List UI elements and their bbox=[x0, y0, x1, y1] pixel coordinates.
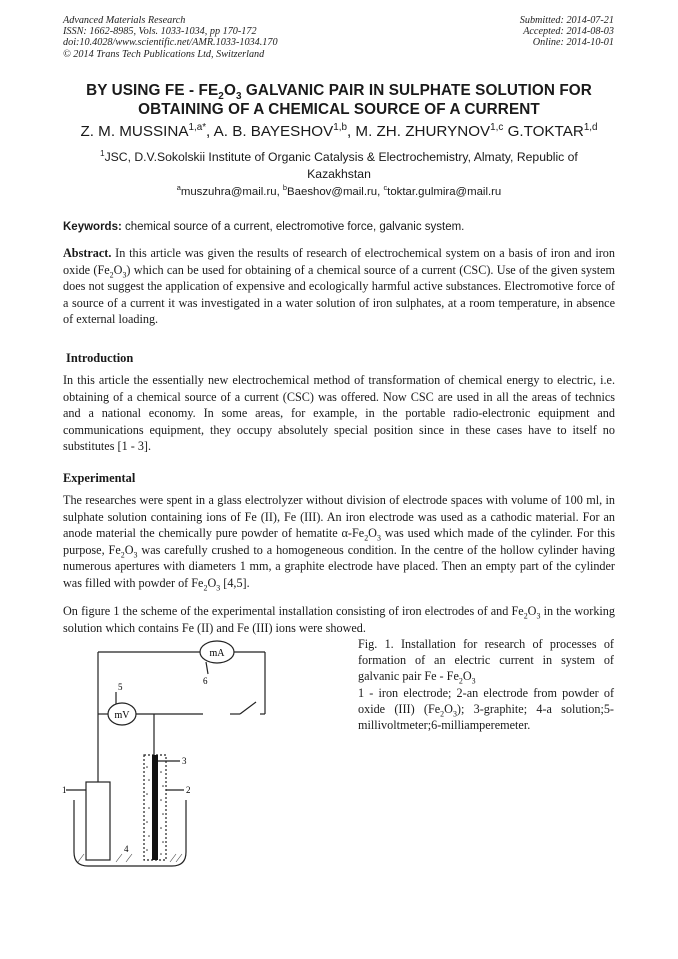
iron-electrode bbox=[86, 782, 110, 860]
experimental-text: The researches were spent in a glass electrolyzer without division of electrode spaces with volume of 100 ml, in sulphate solution containing ions of Fe (II), Fe (III). An iron electrode was used as a cathodic material. For an anode material the chemically pure powder of hematite $\alpha-Fe_2O_3$ was used which made of the cylinder. For this purpose, $Fe_2O_3$ was carefully crushed to a homogeneous condition. In the centre of the hollow cylinder having numerous apertures with diameters 1 mm, a graphite electrode have placed. Then an empty part of the cylinder was filled with powder of $Fe_2O_3$ [4,5]. bbox=[63, 493, 616, 593]
paper-title bbox=[40, 82, 638, 119]
accepted-date: Accepted: 2014-08-03 bbox=[523, 26, 614, 38]
caption-legend: 1 - iron electrode; 2-an electrode from powder of oxide (III) $(Fe_2O_3)$; 3-graphite; 4-a solution;5-millivoltmeter;6-milliamperemeter. bbox=[358, 685, 614, 733]
email[interactable]: $^b$Baeshov@mail.ru, bbox=[282, 183, 384, 198]
author: Z. M. $MUSSINA^{1,a*}$, bbox=[80, 121, 214, 140]
submitted-date: Submitted: 2014-07-21 bbox=[519, 15, 614, 26]
keywords-label: Keywords: bbox=[63, 221, 122, 233]
experimental-heading: Experimental bbox=[63, 471, 136, 485]
abstract-label: Abstract. bbox=[63, 246, 112, 260]
label-5: 5 bbox=[118, 682, 123, 692]
title-line-1: BY USING FE - $FE_2O_3$ GALVANIC PAIR IN SULPHATE SOLUTION FOR bbox=[86, 82, 592, 103]
leader-6 bbox=[206, 662, 208, 674]
author-list bbox=[40, 123, 638, 141]
switch-blade bbox=[240, 702, 256, 714]
mv-label: mV bbox=[114, 710, 130, 721]
copyright-line: © 2014 Trans Tech Publications Ltd, Switzerland bbox=[63, 48, 265, 60]
title-line-2: OBTAINING OF A CHEMICAL SOURCE OF A CURRENT bbox=[138, 100, 540, 118]
affiliation: $^1$JSC, D.V.Sokolskii Institute of Organic Catalysis & Electrochemistry, Almaty, Republic of Kazakhstan bbox=[100, 148, 578, 181]
author: M. ZH. ZHURYNOV$^{1,c}$ bbox=[355, 121, 504, 140]
graphite-rod bbox=[152, 755, 158, 860]
doi-line: doi:10.4028/www.scientific.net/AMR.1033-1034.170 bbox=[63, 37, 278, 49]
figure-reference-text: On figure 1 the scheme of the experimental installation consisting of iron electrodes of and $Fe_2O_3$ in the working solution which contains Fe (II) and Fe (III) ions were showed. bbox=[63, 604, 615, 635]
email[interactable]: $^c$toktar.gulmira@mail.ru bbox=[383, 183, 502, 198]
author: G.TOKTAR$^{1,d}$ bbox=[507, 121, 598, 140]
introduction-text: In this article the essentially new electrochemical method of transformation of chemical energy to electric, i.e. obtaining of a chemical source of a current (CSC) was offered. Now CSC are used in all the areas of technics and a national economy. In some areas, for example, in the portable radio-electronic equipment and communications equipment, they occupy absolutely special position since in these cases have to itself no substitutes [1 - 3]. bbox=[63, 373, 615, 454]
issn-line: ISSN: 1662-8985, Vols. 1033-1034, pp 170-172 bbox=[63, 26, 257, 38]
online-date: Online: 2014-10-01 bbox=[532, 37, 614, 49]
author: A. B. BAYESHOV$^{1,b}$, bbox=[213, 121, 356, 140]
label-1: 1 bbox=[62, 785, 67, 795]
ma-label: mA bbox=[209, 648, 225, 659]
journal-header-right bbox=[520, 15, 614, 49]
label-3: 3 bbox=[182, 756, 187, 766]
journal-name: Advanced Materials Research bbox=[63, 15, 186, 26]
figure-1-caption bbox=[358, 636, 614, 733]
installation-diagram bbox=[60, 632, 345, 877]
author-emails bbox=[40, 185, 638, 199]
label-4: 4 bbox=[124, 844, 129, 854]
introduction-heading: Introduction bbox=[66, 351, 134, 365]
journal-header-left bbox=[63, 15, 278, 60]
email[interactable]: $^a$muszuhra@mail.ru, bbox=[176, 183, 283, 198]
keywords-text: chemical source of a current, electromotive force, galvanic system. bbox=[121, 221, 465, 233]
abstract: Abstract. In this article was given the results of research of electrochemical system on a basis of iron and iron oxide $(Fe_2O_3)$ which can be used for obtaining of a chemical source of a current (CSC). Use of the given system does not suggest the application of expensive and ecologically harmful active substances. Electromotive force of a source of a current it was investigated in a water solution of iron sulphates, at a room temperature, in absence of external loading. bbox=[63, 246, 615, 327]
caption-title: Fig. 1. Installation for research of processes of formation of an electric current in system of galvanic pair Fe - $Fe_2O_3$ bbox=[358, 637, 614, 686]
keywords bbox=[63, 220, 615, 234]
figure-1-schematic bbox=[60, 632, 345, 877]
label-2: 2 bbox=[186, 785, 191, 795]
label-6: 6 bbox=[203, 676, 208, 686]
